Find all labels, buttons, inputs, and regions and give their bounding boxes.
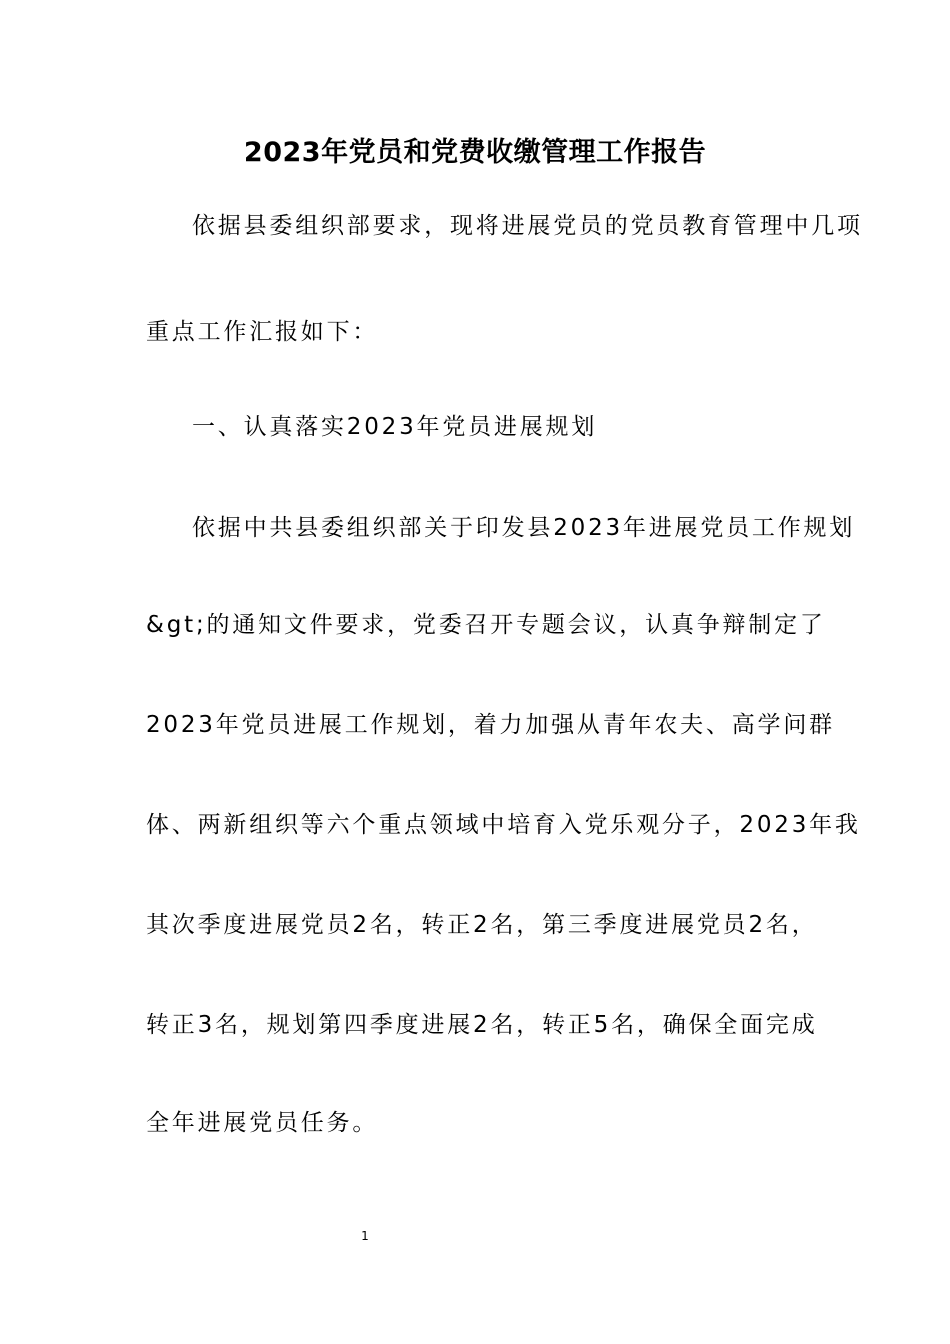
paragraph-line: 体、两新组织等六个重点领域中培育入党乐观分子，2023年我: [146, 812, 861, 838]
paragraph-line: 2023年党员进展工作规划，着力加强从青年农夫、高学问群: [146, 712, 835, 738]
document-title: 2023年党员和党费收缴管理工作报告: [243, 137, 707, 168]
paragraph-line: 全年进展党员任务。: [146, 1110, 379, 1136]
paragraph-line: 其次季度进展党员2名，转正2名，第三季度进展党员2名，: [146, 912, 818, 938]
page-number: 1: [361, 1229, 369, 1243]
paragraph-line: 转正3名，规划第四季度进展2名，转正5名，确保全面完成: [146, 1012, 818, 1038]
section-heading: 一、认真落实2023年党员进展规划: [192, 414, 598, 440]
paragraph-line: 重点工作汇报如下：: [146, 319, 379, 345]
paragraph-line: &gt;的通知文件要求，党委召开专题会议，认真争辩制定了: [146, 612, 826, 638]
paragraph-line: 依据中共县委组织部关于印发县2023年进展党员工作规划: [192, 515, 856, 541]
paragraph-line: 依据县委组织部要求，现将进展党员的党员教育管理中几项: [192, 213, 863, 239]
